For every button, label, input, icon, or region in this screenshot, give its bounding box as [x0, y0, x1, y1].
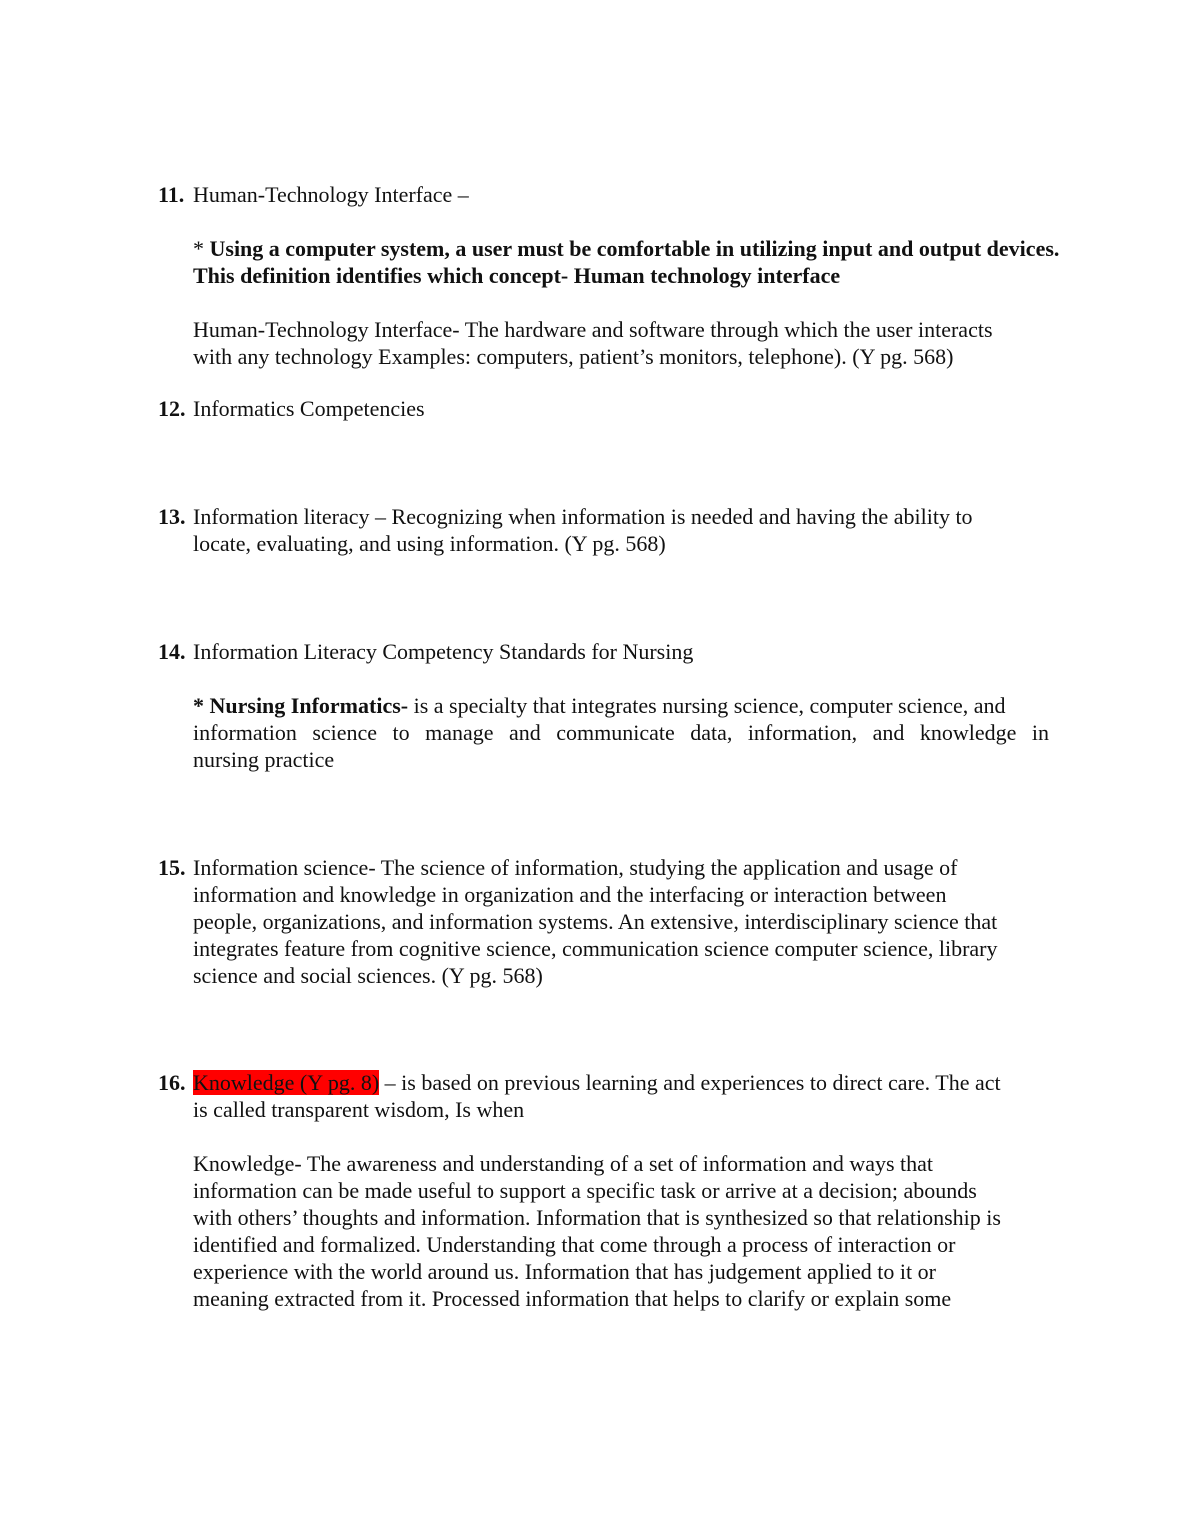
item-text-line: people, organizations, and information systems. An extensive, interdisciplinary science that — [193, 909, 998, 934]
item-13 — [158, 503, 1058, 557]
item-text-line: Information literacy – Recognizing when information is needed and having the ability to — [193, 504, 973, 529]
item-title: Human-Technology Interface – — [193, 182, 469, 207]
definition-line: information can be made useful to support a specific task or arrive at a decision; abounds — [193, 1178, 977, 1203]
item-number: 14. — [158, 639, 186, 664]
item-title: Information Literacy Competency Standards for Nursing — [193, 639, 694, 664]
note-line: nursing practice — [193, 747, 335, 772]
definition-line: Human-Technology Interface- The hardware and software through which the user interacts — [193, 317, 993, 342]
item-number: 13. — [158, 504, 186, 529]
highlighted-term: Knowledge (Y pg. 8) — [193, 1070, 380, 1095]
definition-line: meaning extracted from it. Processed information that helps to clarify or explain some — [193, 1286, 952, 1311]
item-text-line: Knowledge (Y pg. 8) – is based on previous learning and experiences to direct care. The act — [193, 1070, 1001, 1095]
item-number: 11. — [158, 182, 185, 207]
item-text-line: integrates feature from cognitive science, communication science computer science, library — [193, 936, 998, 961]
item-text-line: locate, evaluating, and using information. (Y pg. 568) — [193, 531, 666, 556]
item-text-line: information and knowledge in organization and the interfacing or interaction between — [193, 882, 947, 907]
definition-line: with others’ thoughts and information. Information that is synthesized so that relationship is — [193, 1205, 1001, 1230]
item-number: 12. — [158, 396, 186, 421]
item-11 — [158, 181, 1058, 370]
note-line: information science to manage and communicate data, information, and knowledge in — [193, 720, 1049, 745]
definition-line: with any technology Examples: computers, patient’s monitors, telephone). (Y pg. 568) — [193, 344, 954, 369]
note-line: This definition identifies which concept- Human technology interface — [193, 263, 841, 288]
item-text-line: Information science- The science of information, studying the application and usage of — [193, 855, 958, 880]
definition-line: identified and formalized. Understanding that come through a process of interaction or — [193, 1232, 956, 1257]
item-15 — [158, 854, 1058, 989]
note-line: * Using a computer system, a user must be comfortable in utilizing input and output devices. — [193, 236, 1060, 261]
definition-line: experience with the world around us. Information that has judgement applied to it or — [193, 1259, 936, 1284]
item-number: 15. — [158, 855, 186, 880]
item-16 — [158, 1069, 1058, 1312]
item-text-line: is called transparent wisdom, Is when — [193, 1097, 525, 1122]
definition-line: Knowledge- The awareness and understanding of a set of information and ways that — [193, 1151, 934, 1176]
item-text-line: science and social sciences. (Y pg. 568) — [193, 963, 543, 988]
item-title: Informatics Competencies — [193, 396, 425, 421]
note-line: * Nursing Informatics- is a specialty that integrates nursing science, computer science, and — [193, 693, 1006, 718]
item-12 — [158, 395, 1058, 422]
item-number: 16. — [158, 1070, 186, 1095]
item-14 — [158, 638, 1058, 773]
